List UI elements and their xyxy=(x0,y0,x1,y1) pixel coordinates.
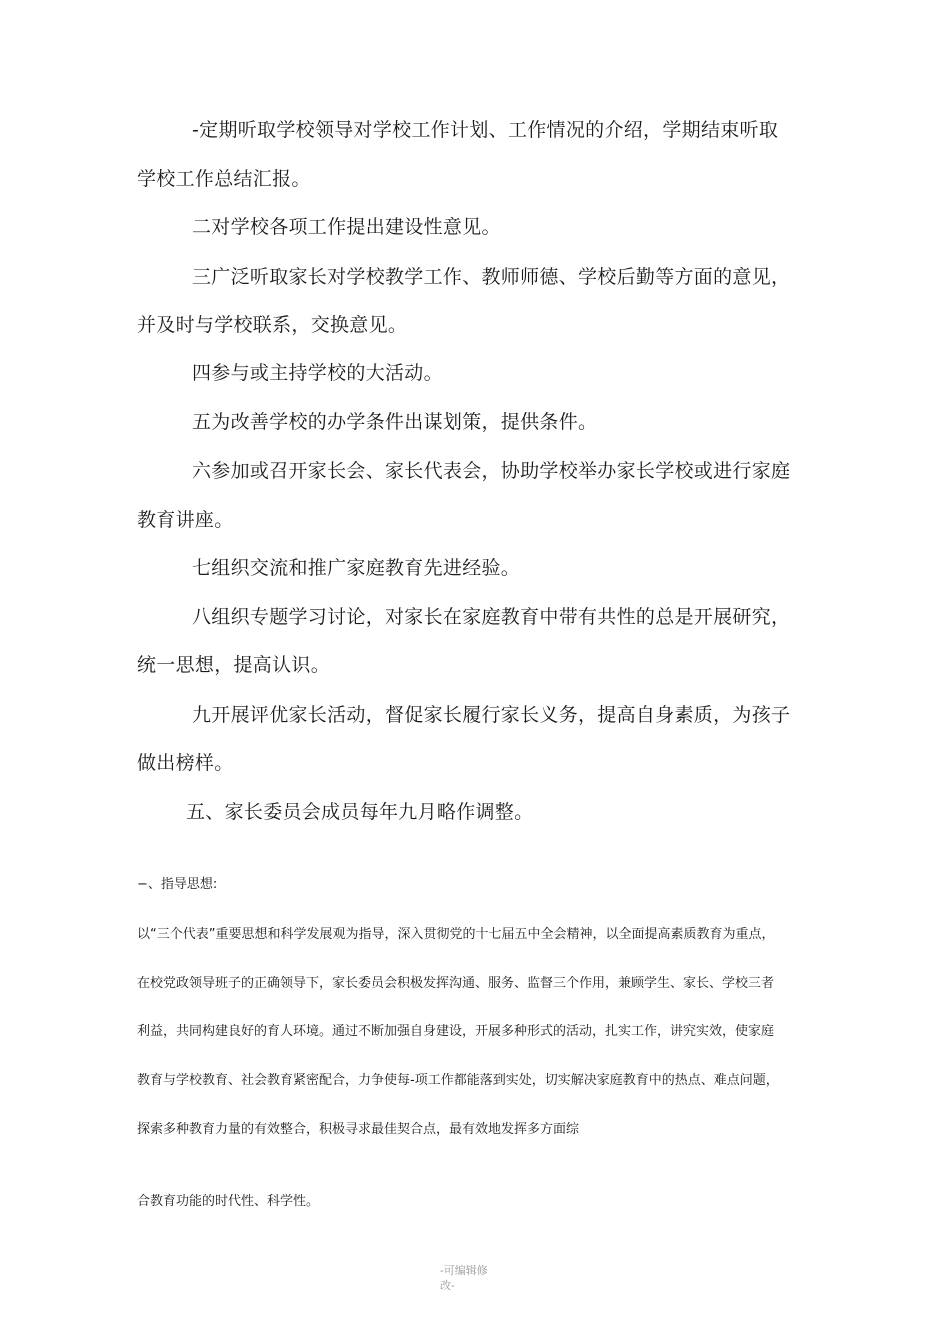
guiding-heading: −、指导思想: xyxy=(137,877,218,892)
duty-line: 四参与或主持学校的大活动。 xyxy=(192,362,443,384)
footer-note: -可编辑修改- xyxy=(440,1264,488,1292)
duty-line: 九开展评优家长活动，督促家长履行家长义务，提高自身素质，为孩子 xyxy=(192,704,791,726)
duty-line: 六参加或召开家长会、家长代表会，协助学校举办家长学校或进行家庭 xyxy=(192,460,791,482)
duty-line: 教育讲座。 xyxy=(137,509,234,531)
paragraph-line: 在校党政领导班子的正确领导下，家长委员会积极发挥沟通、服务、监督三个作用，兼顾学生、家长、学校三者 xyxy=(137,976,775,991)
paragraph-line: 教育与学校教育、社会教育紧密配合，力争使每-项工作都能落到实处，切实解决家庭教育中的热点、难点问题， xyxy=(137,1073,779,1088)
duty-line: 并及时与学校联系，交换意见。 xyxy=(137,314,408,336)
duty-line: 五为改善学校的办学条件出谋划策，提供条件。 xyxy=(192,411,598,433)
paragraph-line: 探索多种教育力量的有效整合，积极寻求最佳契合点，最有效地发挥多方面综 xyxy=(137,1122,580,1137)
paragraph-line: 以“三个代表”重要思想和科学发展观为指导，深入贯彻党的十七届五中全会精神，以全面提高素质教育为重点， xyxy=(137,927,775,942)
duty-line: -定期听取学校领导对学校工作计划、工作情况的介绍，学期结束听取 xyxy=(192,119,779,141)
paragraph-line: 合教育功能的时代性、科学性。 xyxy=(137,1194,320,1209)
paragraph-line: 利益，共同构建良好的育人环境。通过不断加强自身建设，开展多种形式的活动，扎实工作，讲究实效，使家庭 xyxy=(137,1024,775,1039)
duty-line: 七组织交流和推广家庭教育先进经验。 xyxy=(192,557,521,579)
duty-line: 二对学校各项工作提出建设性意见。 xyxy=(192,216,501,238)
duty-line: 做出榜样。 xyxy=(137,752,234,774)
duty-line: 八组织专题学习讨论，对家长在家庭教育中带有共性的总是开展研究， xyxy=(192,606,791,628)
duty-line: 统一思想，提高认识。 xyxy=(137,654,331,676)
duty-line: 三广泛听取家长对学校教学工作、教师师德、学校后勤等方面的意见， xyxy=(192,266,791,288)
duty-line: 学校工作总结汇报。 xyxy=(137,168,311,190)
section-heading: 五、家长委员会成员每年九月略作调整。 xyxy=(186,801,534,823)
